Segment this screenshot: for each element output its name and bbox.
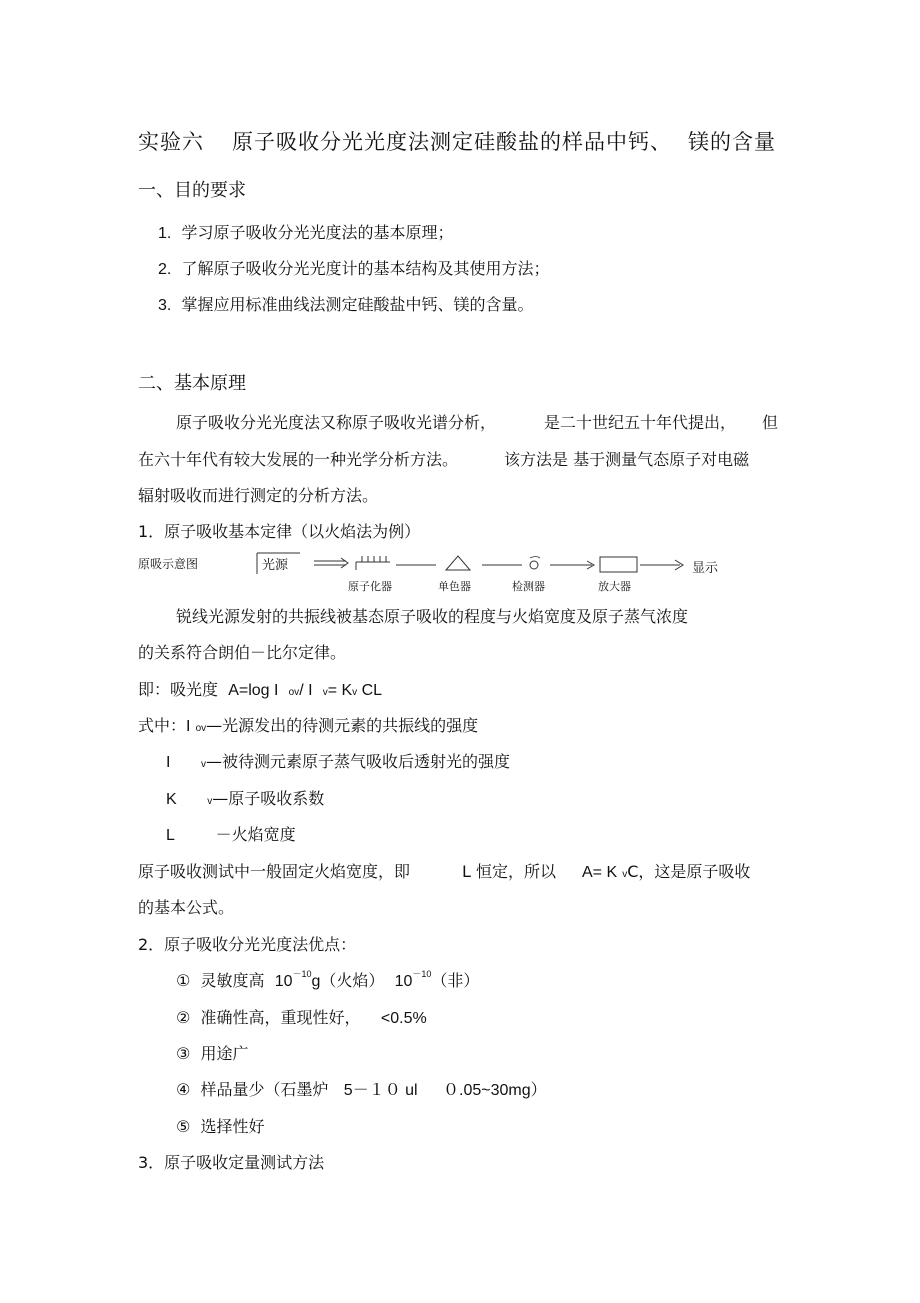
double-arrow-icon bbox=[314, 558, 348, 568]
para-line: A= K vC，这是原子吸收 bbox=[582, 862, 751, 881]
amplifier-icon bbox=[600, 557, 637, 572]
flow-diagram bbox=[250, 546, 730, 596]
section1-heading: 一、目的要求 bbox=[138, 180, 246, 201]
para-line: 但 bbox=[762, 413, 779, 432]
diagram-label: 原吸示意图 bbox=[138, 557, 199, 571]
diagram-detector: 检测器 bbox=[512, 580, 545, 593]
diagram-amp: 放大器 bbox=[598, 580, 631, 593]
def-3: K v—原子吸收系数 bbox=[166, 789, 325, 808]
subheading-3: 3．原子吸收定量测试方法 bbox=[138, 1153, 325, 1172]
title-part1: 实验六 bbox=[138, 130, 204, 154]
subheading-1: 1．原子吸收基本定律（以火焰法为例） bbox=[138, 522, 421, 541]
list-item: 1. 学习原子吸收分光光度法的基本原理； bbox=[158, 223, 454, 242]
formula: 即：吸光度 A=log I ov/ I v= Kv CL bbox=[138, 680, 383, 699]
para-line: 该方法是 基于测量气态原子对电磁 bbox=[504, 450, 750, 469]
diagram-source: 光源 bbox=[262, 558, 289, 573]
para-line: 的基本公式。 bbox=[138, 898, 235, 917]
diagram-display: 显示 bbox=[692, 561, 719, 576]
title-part3: 镁的含量 bbox=[688, 130, 776, 154]
title-part2: 原子吸收分光光度法测定硅酸盐的样品中钙、 bbox=[232, 130, 672, 154]
advantage-item: ① 灵敏度高 $10^{-10}g$（火焰） $10^{-10}$（非） bbox=[176, 969, 480, 990]
list-item: 3. 掌握应用标准曲线法测定硅酸盐中钙、镁的含量。 bbox=[158, 295, 534, 314]
para-line: 是二十世纪五十年代提出， bbox=[544, 413, 737, 432]
advantage-item: ④ 样品量少（石墨炉 5－１０ ul ０.05~30mg） bbox=[176, 1080, 547, 1099]
diagram-mono: 单色器 bbox=[438, 580, 471, 593]
advantage-item: ② 准确性高，重现性好， <0.5% bbox=[176, 1008, 427, 1027]
section2-heading: 二、基本原理 bbox=[138, 373, 246, 394]
def-2: I v—被待测元素原子蒸气吸收后透射光的强度 bbox=[166, 752, 510, 771]
def-4: L －火焰宽度 bbox=[166, 825, 296, 844]
para-line: 原子吸收分光光度法又称原子吸收光谱分析， bbox=[176, 413, 497, 432]
detector-icon bbox=[530, 557, 540, 570]
monochromator-icon bbox=[446, 556, 470, 570]
atomizer-icon bbox=[356, 556, 390, 570]
def-1: 式中：I ov—光源发出的待测元素的共振线的强度 bbox=[138, 716, 479, 735]
para-line: 辐射吸收而进行测定的分析方法。 bbox=[138, 486, 379, 505]
advantage-item: ⑤ 选择性好 bbox=[176, 1117, 265, 1136]
para-line: 的关系符合朗伯－比尔定律。 bbox=[138, 643, 347, 662]
para-line: 原子吸收测试中一般固定火焰宽度，即 bbox=[138, 862, 411, 881]
para-line: 锐线光源发射的共振线被基态原子吸收的程度与火焰宽度及原子蒸气浓度 bbox=[176, 607, 689, 626]
subheading-2: 2．原子吸收分光光度法优点： bbox=[138, 935, 357, 954]
advantage-item: ③ 用途广 bbox=[176, 1044, 249, 1063]
diagram-atomizer: 原子化器 bbox=[348, 580, 392, 593]
para-line: L 恒定，所以 bbox=[462, 862, 557, 881]
list-item: 2. 了解原子吸收分光光度计的基本结构及其使用方法； bbox=[158, 259, 550, 278]
para-line: 在六十年代有较大发展的一种光学分析方法。 bbox=[138, 450, 459, 469]
